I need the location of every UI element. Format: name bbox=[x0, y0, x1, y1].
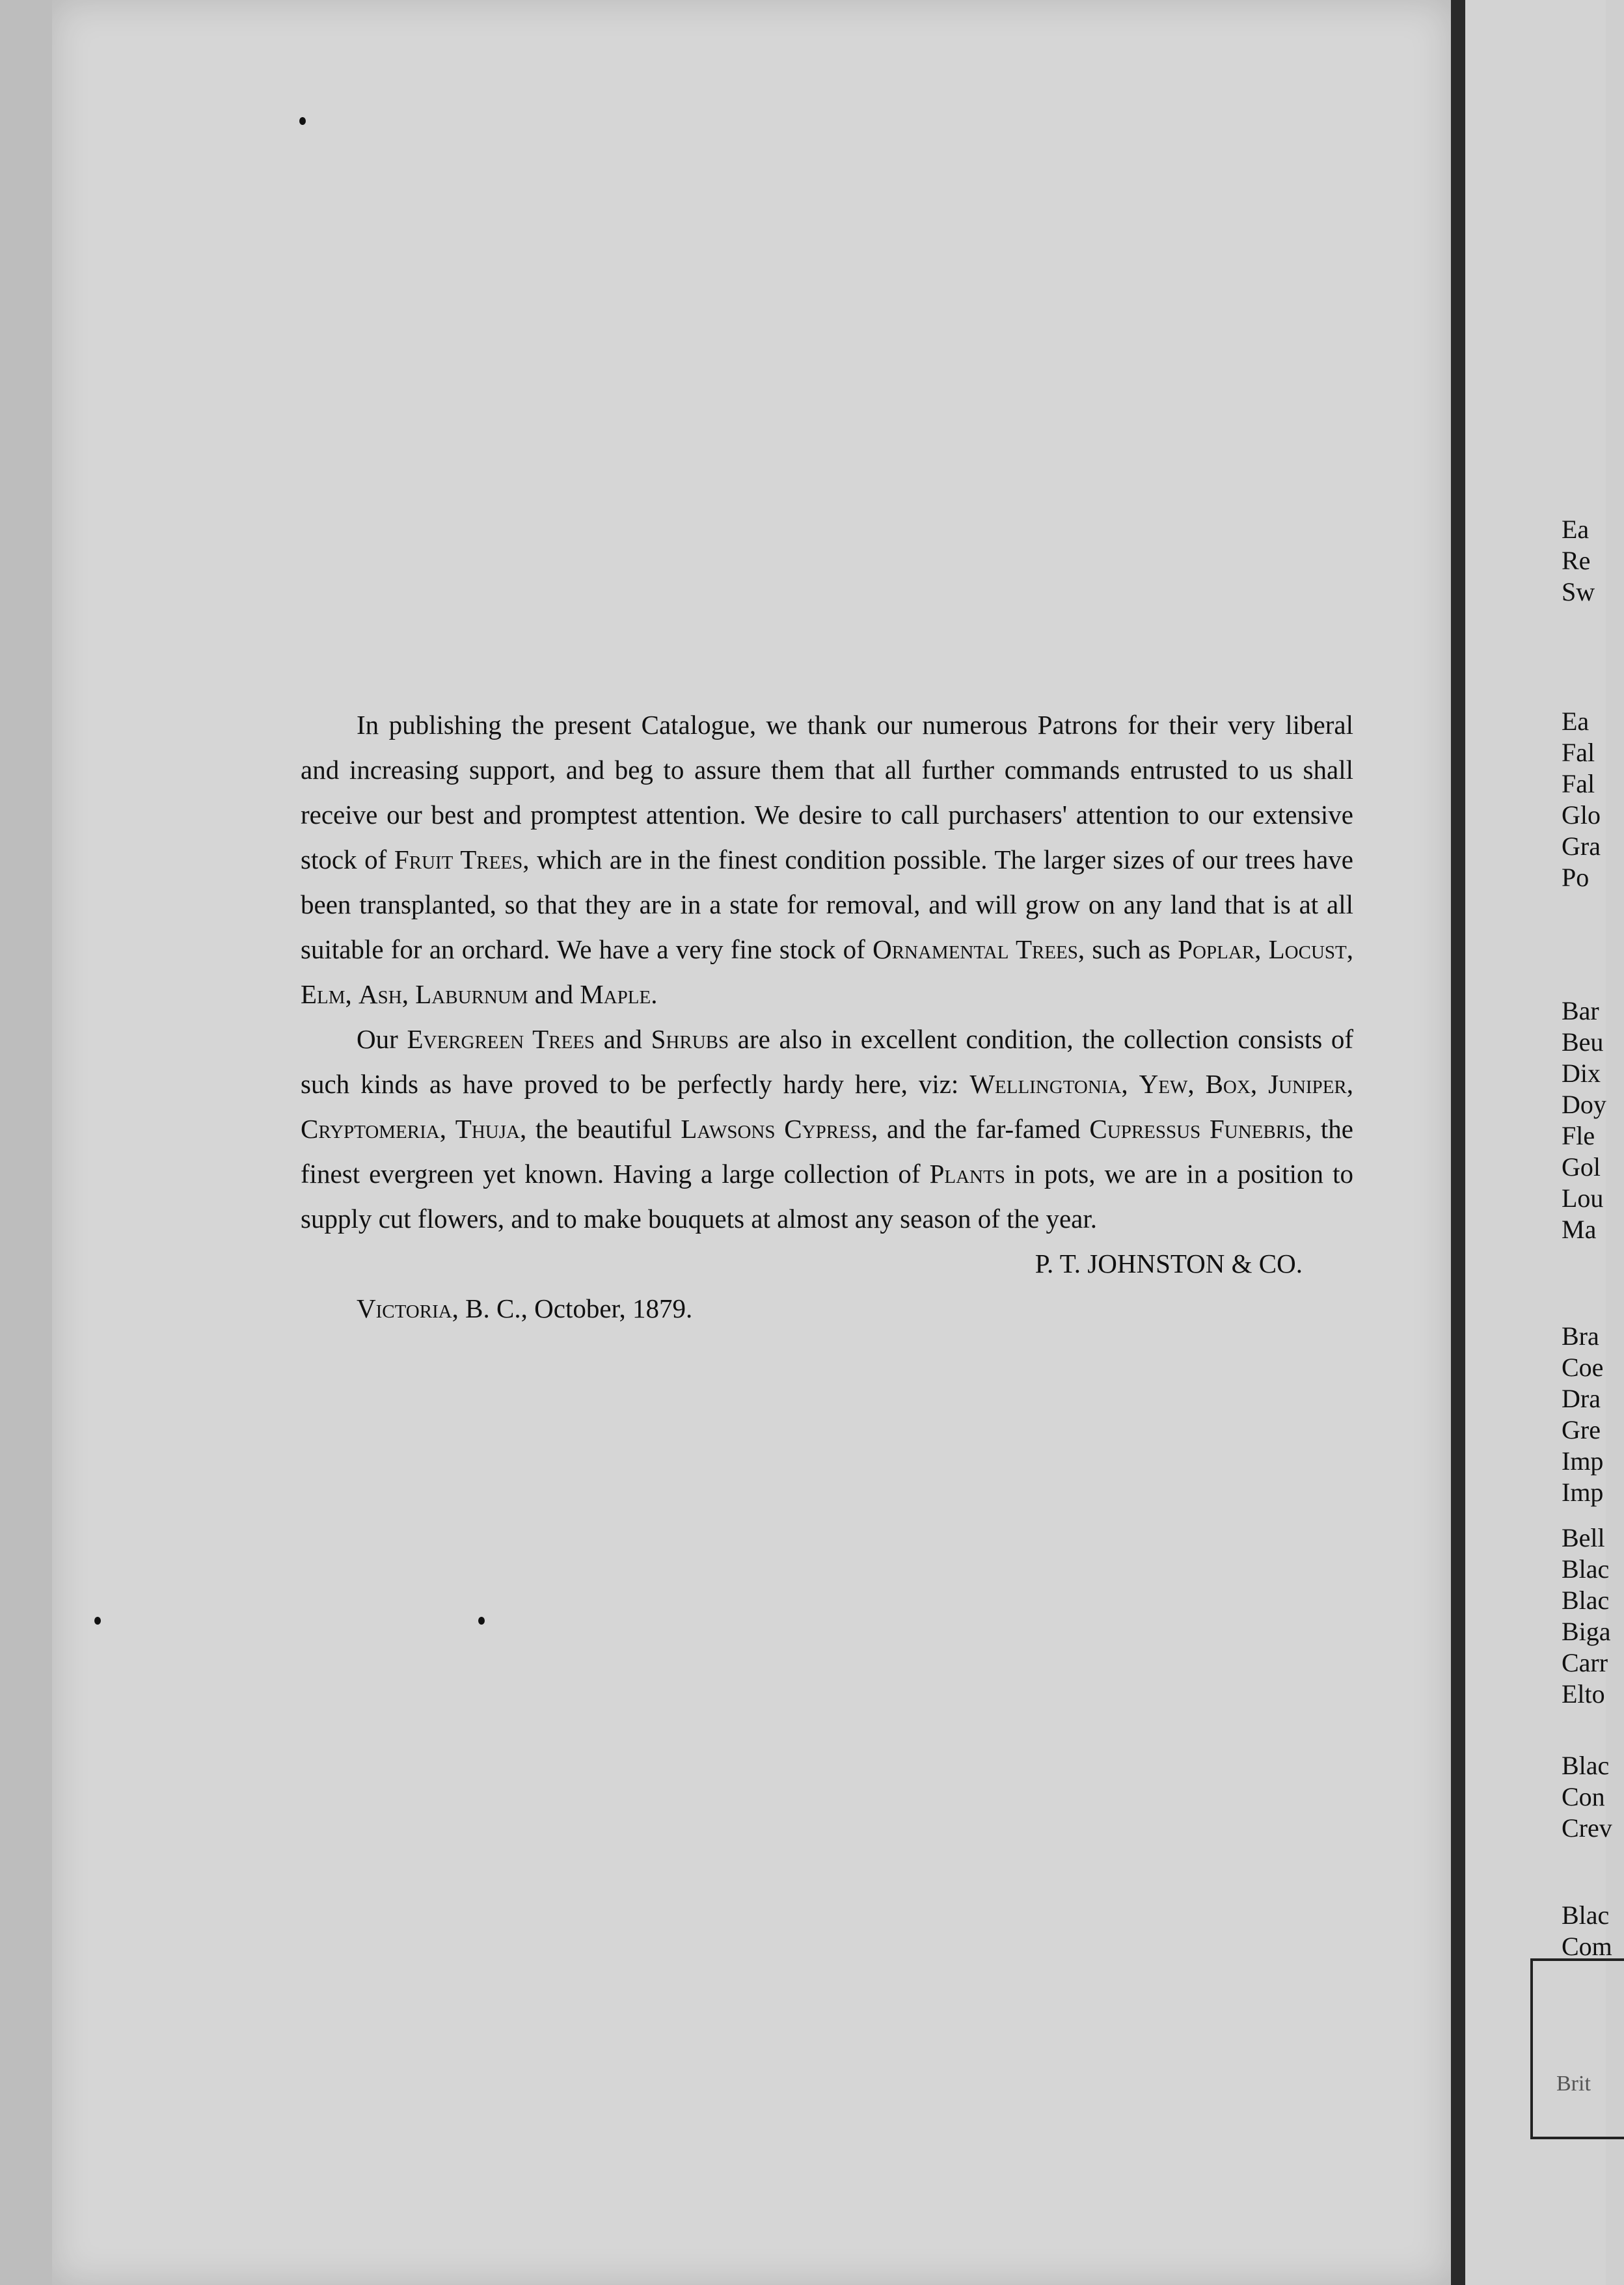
stamp-text: Brit bbox=[1556, 2072, 1591, 2096]
text-run: , the finest evergreen yet known. Having a large collection of bbox=[301, 1114, 1353, 1189]
adjacent-word: Ea bbox=[1562, 707, 1590, 736]
adjacent-word-group bbox=[1562, 514, 1595, 608]
adjacent-word: Sw bbox=[1562, 577, 1595, 606]
text-run: and bbox=[595, 1024, 651, 1054]
small-caps-term: Elm bbox=[301, 979, 345, 1009]
adjacent-word-group bbox=[1562, 1522, 1611, 1710]
small-caps-term: Cryptomeria bbox=[301, 1114, 440, 1144]
text-run: Our bbox=[357, 1024, 407, 1054]
text-run: , bbox=[1187, 1069, 1206, 1099]
adjacent-word-group bbox=[1562, 1321, 1603, 1508]
ink-speck bbox=[478, 1617, 485, 1625]
small-caps-term: Yew bbox=[1139, 1069, 1188, 1099]
adjacent-word: Fle bbox=[1562, 1121, 1595, 1150]
small-caps-term: Laburnum bbox=[415, 979, 528, 1009]
adjacent-word: Gol bbox=[1562, 1152, 1601, 1182]
preface-paragraph-1 bbox=[301, 703, 1353, 1017]
adjacent-word: Ma bbox=[1562, 1215, 1597, 1244]
adjacent-word: Doy bbox=[1562, 1090, 1606, 1119]
text-run: , such as bbox=[1077, 934, 1178, 964]
place-and-date bbox=[301, 1286, 1353, 1331]
adjacent-word: Imp bbox=[1562, 1478, 1604, 1507]
small-caps-term: Lawsons Cypress bbox=[681, 1114, 872, 1144]
small-caps-term: Poplar bbox=[1178, 934, 1255, 964]
text-run: , bbox=[439, 1114, 455, 1144]
adjacent-word-group bbox=[1562, 706, 1601, 893]
adjacent-word: Gra bbox=[1562, 832, 1601, 861]
small-caps-term: Box bbox=[1205, 1069, 1251, 1099]
small-caps-term: Cupressus Funebris bbox=[1089, 1114, 1305, 1144]
small-caps-term: Evergreen Trees bbox=[407, 1024, 595, 1054]
adjacent-word: Blac bbox=[1562, 1586, 1610, 1615]
text-run: , bbox=[1346, 1069, 1353, 1099]
adjacent-word: Lou bbox=[1562, 1183, 1604, 1213]
adjacent-word: Con bbox=[1562, 1782, 1605, 1811]
scan-left-edge bbox=[0, 0, 52, 2285]
adjacent-word: Re bbox=[1562, 546, 1591, 575]
text-run: , bbox=[345, 979, 359, 1009]
signature-line bbox=[301, 1241, 1303, 1286]
adjacent-word: Fal bbox=[1562, 738, 1595, 767]
catalogue-preface bbox=[301, 703, 1353, 1331]
small-caps-term: Maple bbox=[580, 979, 651, 1009]
adjacent-word: Bell bbox=[1562, 1523, 1605, 1552]
small-caps-term: Ornamental Trees bbox=[873, 934, 1078, 964]
small-caps-term: Wellingtonia bbox=[969, 1069, 1122, 1099]
preface-paragraph-2 bbox=[301, 1017, 1353, 1241]
adjacent-word: Elto bbox=[1562, 1679, 1605, 1709]
adjacent-word: Bar bbox=[1562, 996, 1599, 1025]
adjacent-word: Gre bbox=[1562, 1415, 1601, 1444]
text-run: in pots, we are in a position to supply cut flowers, and to make bouquets at almost any season of the year. bbox=[301, 1159, 1353, 1234]
adjacent-word: Blac bbox=[1562, 1554, 1610, 1584]
adjacent-word: Coe bbox=[1562, 1353, 1604, 1382]
adjacent-word: Fal bbox=[1562, 769, 1595, 798]
adjacent-word: Glo bbox=[1562, 800, 1601, 830]
adjacent-word: Dra bbox=[1562, 1384, 1601, 1413]
text-run: , bbox=[401, 979, 416, 1009]
page-gutter bbox=[1451, 0, 1465, 2285]
text-run: , the beautiful bbox=[519, 1114, 681, 1144]
ink-speck bbox=[94, 1617, 101, 1625]
adjacent-word: Imp bbox=[1562, 1446, 1604, 1476]
small-caps-term: Locust bbox=[1268, 934, 1347, 964]
adjacent-word: Blac bbox=[1562, 1751, 1610, 1780]
text-run: In publishing the present Catalogue, we thank our numerous Patrons for their very liberal and increasing support, and beg to assure them that all further commands entrusted to us shall receive our best and promptest attention. We desire to call purchasers' attention to our extensive stock of bbox=[301, 710, 1353, 874]
adjacent-word: Com bbox=[1562, 1932, 1612, 1961]
adjacent-word-group bbox=[1562, 1750, 1612, 1844]
adjacent-word: Beu bbox=[1562, 1027, 1604, 1057]
adjacent-word-group bbox=[1562, 995, 1606, 1245]
small-caps-term: Plants bbox=[929, 1159, 1005, 1189]
text-run: , and the far-famed bbox=[871, 1114, 1090, 1144]
text-run: , bbox=[1250, 1069, 1269, 1099]
adjacent-word: Blac bbox=[1562, 1900, 1610, 1930]
date: , October, 1879. bbox=[521, 1293, 693, 1323]
adjacent-word: Carr bbox=[1562, 1648, 1608, 1677]
adjacent-word: Crev bbox=[1562, 1813, 1612, 1843]
small-caps-term: Ash bbox=[359, 979, 402, 1009]
text-run: , bbox=[1346, 934, 1353, 964]
text-run: . bbox=[651, 979, 658, 1009]
adjacent-word: Ea bbox=[1562, 515, 1590, 544]
adjacent-word: Dix bbox=[1562, 1059, 1601, 1088]
text-run: and bbox=[528, 979, 580, 1009]
ink-speck bbox=[299, 117, 306, 125]
place: Victoria, B. C. bbox=[357, 1293, 521, 1323]
small-caps-term: Shrubs bbox=[651, 1024, 729, 1054]
signature: P. T. JOHNSTON & CO. bbox=[1035, 1249, 1303, 1278]
text-run: are also in excellent condition, the collection consists of such kinds as have proved to be perfectly hardy here, viz: bbox=[301, 1024, 1354, 1099]
adjacent-word-group bbox=[1562, 1900, 1612, 1962]
text-run: , bbox=[1254, 934, 1269, 964]
small-caps-term: Thuja bbox=[455, 1114, 520, 1144]
small-caps-term: Juniper bbox=[1268, 1069, 1347, 1099]
text-run: , which are in the finest condition possible. The larger sizes of our trees have been transplanted, so that they are in a state for removal, and will grow on any land that is at all suitable for an orchard. We have a very fine stock of bbox=[301, 845, 1353, 964]
adjacent-word: Biga bbox=[1562, 1617, 1611, 1646]
small-caps-term: Fruit Trees bbox=[394, 845, 523, 874]
library-stamp bbox=[1530, 1958, 1624, 2139]
text-run: , bbox=[1121, 1069, 1139, 1099]
adjacent-word: Po bbox=[1562, 863, 1590, 892]
adjacent-word: Bra bbox=[1562, 1321, 1599, 1351]
